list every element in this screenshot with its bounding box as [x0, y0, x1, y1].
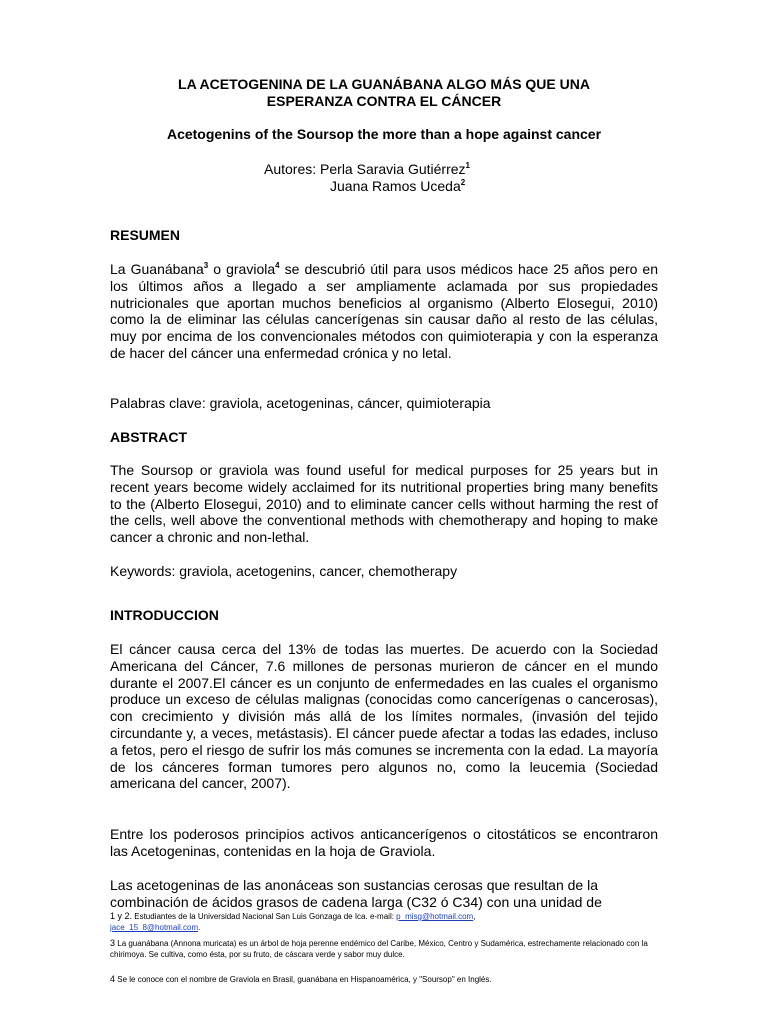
resumen-mid: o graviola — [208, 261, 276, 277]
abstract-heading: ABSTRACT — [110, 429, 187, 445]
abstract-paragraph: The Soursop or graviola was found useful for medical purposes for 25 years but in recent years become widely acclaimed for its nutritional properties bring many benefits to the (Alberto Elosegui, 2010) and to eliminate cancer cells without harming the rest of the cells, well above the conventional methods with chemotherapy and hoping to make cancer a chronic and non-lethal. — [110, 462, 658, 546]
footnote-4-text: Se le conoce con el nombre de Graviola en Brasil, guanábana en Hispanoamérica, y "Soursop" en Inglés. — [115, 975, 492, 984]
intro-paragraph-3 — [110, 877, 658, 911]
footnote-3-text: La guanábana (Annona muricata) es un árbol de hoja perenne endémico del Caribe, México, Centro y Sudamérica, estrechamente relacionado con la chirimoya. Se cultiva, como ésta, por su fruto, de cáscara verde y sabor muy dulce. — [110, 939, 648, 959]
author-2 — [330, 178, 465, 195]
footnote-1-2-text: Estudiantes de la Universidad Nacional San Luis Gonzaga de Ica. e-mail: — [132, 912, 397, 921]
email-link-1[interactable]: p_misg@hotmail.com — [396, 912, 474, 921]
email-tail: . — [198, 923, 201, 932]
document-subtitle: Acetogenins of the Soursop the more than a hope against cancer — [166, 126, 602, 142]
footnote-ref-3: 3 — [203, 261, 209, 270]
document-title — [100, 76, 668, 110]
email-separator: , — [473, 912, 476, 921]
intro-paragraph-2: Entre los poderosos principios activos anticancerígenos o citostáticos se encontraron las Acetogeninas, contenidas en la hoja de Graviola. — [110, 826, 658, 859]
author-1-superscript: 1 — [465, 161, 470, 170]
resumen-keywords: Palabras clave: graviola, acetogeninas, cáncer, quimioterapia — [110, 395, 491, 411]
resumen-heading: RESUMEN — [110, 227, 181, 243]
email-link-2[interactable]: jace_15_8@hotmail.com — [110, 923, 199, 932]
intro-p3-line-1: Las acetogeninas de las anonáceas son sustancias cerosas que resultan de la — [110, 877, 598, 893]
title-line-2: ESPERANZA CONTRA EL CÁNCER — [266, 93, 502, 109]
resumen-paragraph — [110, 261, 658, 362]
title-line-1: LA ACETOGENINA DE LA GUANÁBANA ALGO MÁS QUE UNA — [178, 76, 590, 92]
footnote-1-2-mark: 1 y 2. — [110, 911, 133, 921]
footnote-3-mark: 3 — [110, 938, 116, 948]
author-1-text: Autores: Perla Saravia Gutiérrez — [264, 161, 466, 177]
introduccion-heading: INTRODUCCION — [110, 607, 219, 623]
author-2-superscript: 2 — [460, 178, 466, 187]
resumen-lead: La Guanábana — [110, 261, 204, 277]
footnote-1-2 — [110, 911, 658, 933]
intro-p3-line-2: combinación de ácidos grasos de cadena larga (C32 ó C34) con una unidad de — [110, 893, 602, 910]
footnote-4 — [110, 974, 658, 985]
resumen-rest: se descubrió útil para usos médicos hace 25 años pero en los últimos años a llegado a ser ampliamente aclamada por sus propiedades nutricionales que aportan muchos beneficios al organismo (Alberto Elosegui, 2010) como la de eliminar las células cancerígenas sin causar daño al resto de las células, muy por encima de los convencionales métodos con quimioterapia y con la esperanza de hacer del cáncer una enfermedad crónica y no letal. — [110, 261, 659, 361]
author-2-text: Juana Ramos Uceda — [330, 178, 461, 194]
footnote-4-mark: 4 — [110, 974, 116, 984]
footnote-3 — [110, 938, 658, 960]
footnote-ref-4: 4 — [275, 261, 280, 270]
abstract-keywords: Keywords: graviola, acetogenins, cancer, chemotherapy — [110, 563, 458, 579]
intro-paragraph-1: El cáncer causa cerca del 13% de todas las muertes. De acuerdo con la Sociedad Americana del Cáncer, 7.6 millones de personas murieron de cáncer en el mundo durante el 2007.El cáncer es un conjunto de enfermedades en las cuales el organismo produce un exceso de células malignas (conocidas como cancerígenas o cancerosas), con crecimiento y división más allá de los límites normales, (invasión del tejido circundante y, a veces, metástasis). El cáncer puede afectar a todas las edades, incluso a fetos, pero el riesgo de sufrir los más comunes se incrementa con la edad. La mayoría de los cánceres forman tumores pero algunos no, como la leucemia (Sociedad americana del cancer, 2007). — [110, 641, 658, 792]
author-1 — [264, 161, 470, 178]
